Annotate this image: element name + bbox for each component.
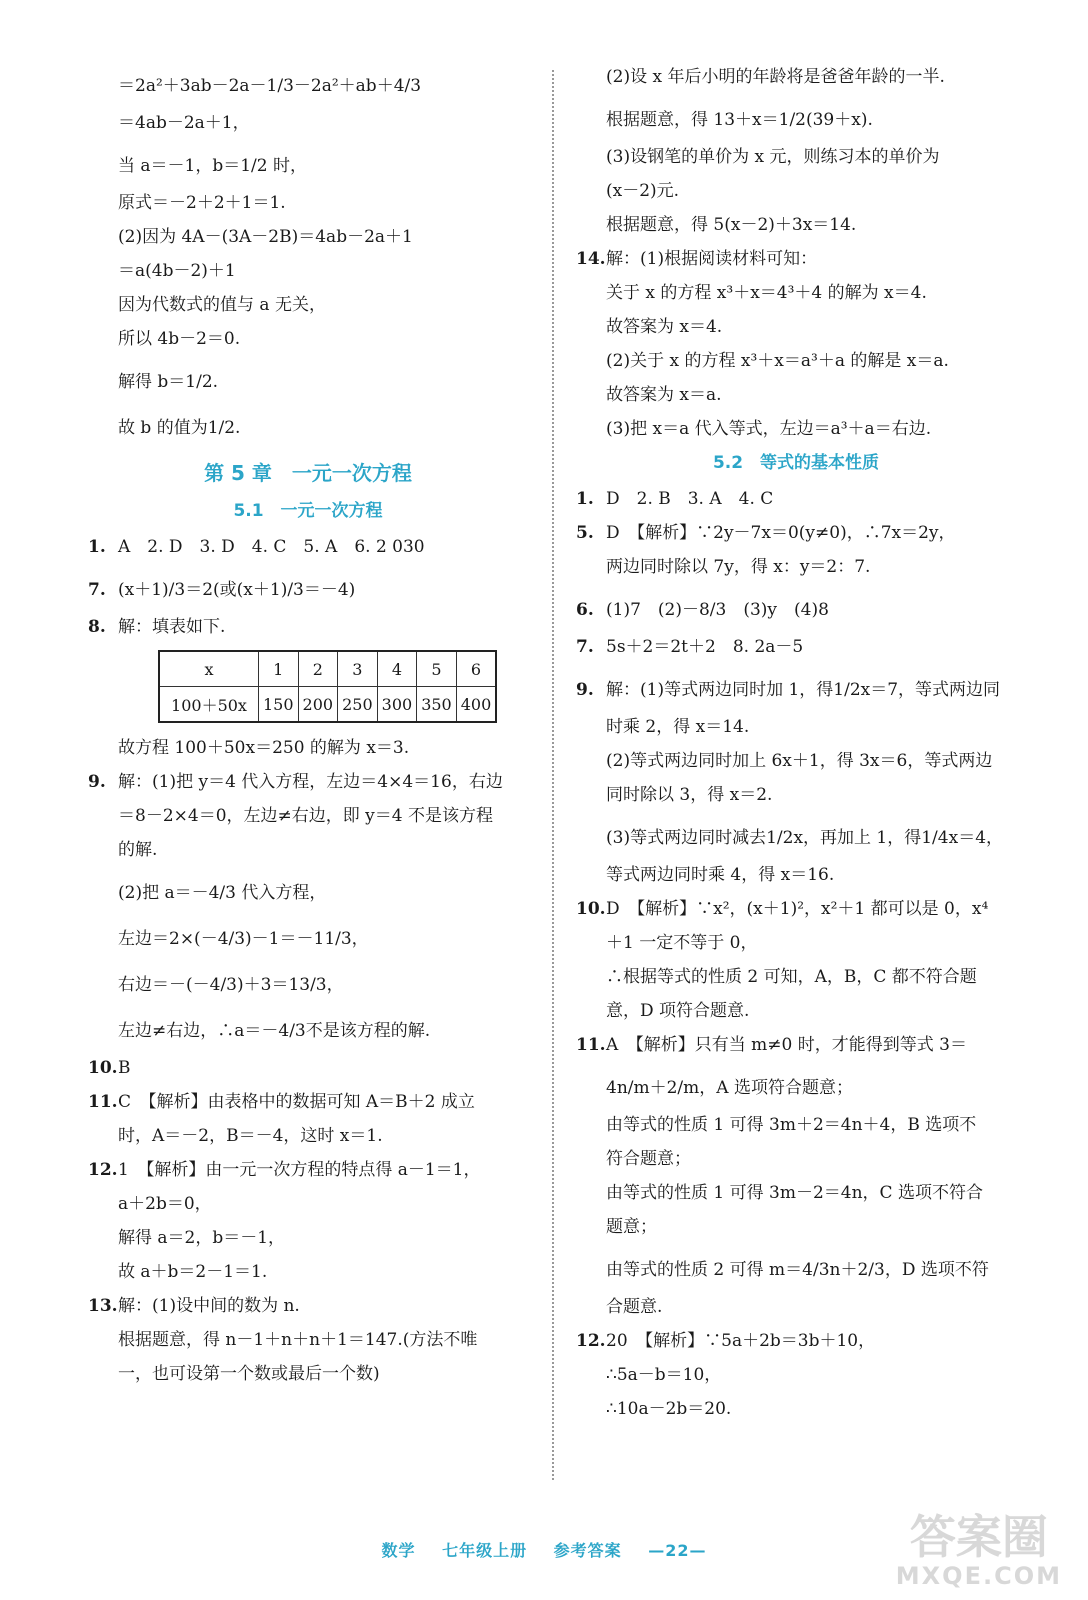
text-line xyxy=(88,839,528,861)
text-line xyxy=(88,1227,528,1249)
text-line xyxy=(88,226,528,248)
line-text: 4n/m＋2/m，A 选项符合题意； xyxy=(606,1078,853,1098)
line-text: 原式＝－2＋2＋1＝1. xyxy=(118,193,286,213)
text-line xyxy=(576,1034,1016,1056)
line-text: (2)因为 4A－(3A－2B)＝4ab－2a＋1 xyxy=(118,227,413,247)
text-line xyxy=(88,965,528,1005)
question-number: 11. xyxy=(88,1092,118,1112)
line-text: (2)设 x 年后小明的年龄将是爸爸年龄的一半. xyxy=(606,67,945,87)
line-text: (2)关于 x 的方程 x³＋x＝a³＋a 的解是 x＝a. xyxy=(606,351,949,371)
line-text: (3)把 x＝a 代入等式，左边＝a³＋a＝右边. xyxy=(606,419,932,439)
question-number: 6. xyxy=(576,600,594,620)
line-text: ＝4ab－2a＋1， xyxy=(118,113,250,133)
text-line xyxy=(88,146,528,186)
line-text: 故方程 100＋50x＝250 的解为 x＝3. xyxy=(118,738,410,758)
value-table xyxy=(158,650,497,723)
line-text: 1 【解析】由一元一次方程的特点得 a－1＝1， xyxy=(118,1160,481,1180)
line-text: ＝8－2×4＝0，左边≠右边，即 y＝4 不是该方程 xyxy=(118,806,493,826)
line-text: (x＋1)/3＝2(或(x＋1)/3＝－4) xyxy=(118,580,356,600)
question-number: 10. xyxy=(88,1058,118,1078)
watermark-logo xyxy=(896,1512,1062,1590)
text-line xyxy=(576,750,1016,772)
section-heading xyxy=(88,500,528,522)
line-text: 所以 4b－2＝0. xyxy=(118,329,241,349)
line-text: 解：(1)根据阅读材料可知： xyxy=(606,249,818,269)
table-cell: 1 xyxy=(259,651,299,687)
line-text: ∴根据等式的性质 2 可知，A，B，C 都不符合题 xyxy=(606,967,977,987)
line-text: 20 【解析】∵5a＋2b＝3b＋10， xyxy=(606,1331,876,1351)
question-number: 9. xyxy=(88,772,106,792)
line-text: 意，D 项符合题意. xyxy=(606,1001,750,1021)
table-cell: 5 xyxy=(417,651,457,687)
table-cell: 400 xyxy=(456,687,496,723)
text-line xyxy=(576,522,1016,544)
table-cell: x xyxy=(159,651,259,687)
table-cell: 3 xyxy=(338,651,378,687)
line-text: (3)等式两边同时减去1/2x，再加上 1，得1/4x＝4， xyxy=(606,828,1004,848)
text-line xyxy=(576,66,1016,88)
text-line xyxy=(576,590,1016,630)
table-row xyxy=(159,651,496,687)
line-text: 左边≠右边，∴a＝－4/3不是该方程的解. xyxy=(118,1021,431,1041)
text-line xyxy=(576,214,1016,236)
line-text: ∴10a－2b＝20. xyxy=(606,1399,732,1419)
text-line xyxy=(576,1296,1016,1318)
text-line xyxy=(88,873,528,913)
line-text: 5s＋2＝2t＋2 8. 2a－5 xyxy=(606,637,804,657)
table-cell: 250 xyxy=(338,687,378,723)
text-line xyxy=(576,716,1016,738)
text-line xyxy=(576,966,1016,988)
line-text: a＋2b＝0， xyxy=(118,1194,212,1214)
text-line xyxy=(88,192,528,214)
line-text: 由等式的性质 1 可得 3m－2＝4n，C 选项不符合 xyxy=(606,1183,983,1203)
line-text: 根据题意，得 5(x－2)＋3x＝14. xyxy=(606,215,857,235)
line-text: 时，A＝－2，B＝－4，这时 x＝1. xyxy=(118,1126,383,1146)
text-line xyxy=(88,737,528,759)
text-line xyxy=(88,1261,528,1283)
footer-grade: 七年级上册 xyxy=(442,1541,528,1560)
text-line xyxy=(88,1011,528,1051)
text-line xyxy=(576,350,1016,372)
text-line xyxy=(88,771,528,793)
text-line xyxy=(576,818,1016,858)
text-line xyxy=(576,1250,1016,1290)
watermark-line2: MXQE.COM xyxy=(895,1562,1062,1590)
text-line xyxy=(576,1000,1016,1022)
text-line xyxy=(576,316,1016,338)
line-text: 5.1 一元一次方程 xyxy=(233,501,383,521)
line-text: 根据题意，得 n－1＋n＋n＋1＝147.(方法不唯 xyxy=(118,1330,478,1350)
text-line xyxy=(576,864,1016,886)
line-text: 合题意. xyxy=(606,1297,663,1317)
text-line xyxy=(88,919,528,959)
text-line xyxy=(88,1295,528,1317)
section-heading xyxy=(88,462,528,484)
line-text: 根据题意，得 13＋x＝1/2(39＋x). xyxy=(606,110,873,130)
line-text: 故答案为 x＝a. xyxy=(606,385,722,405)
text-line xyxy=(576,1364,1016,1386)
text-line xyxy=(88,1125,528,1147)
line-text: 题意； xyxy=(606,1217,657,1237)
text-line xyxy=(88,66,528,106)
line-text: ∴5a－b＝10， xyxy=(606,1365,722,1385)
line-text: 解得 b＝1/2. xyxy=(118,372,219,392)
text-line xyxy=(88,1159,528,1181)
text-line xyxy=(88,112,528,134)
text-line xyxy=(88,1091,528,1113)
table-cell: 6 xyxy=(456,651,496,687)
section-heading xyxy=(576,452,1016,474)
line-text: (1)7 (2)－8/3 (3)y (4)8 xyxy=(606,600,829,620)
text-line xyxy=(576,146,1016,168)
text-line xyxy=(576,898,1016,920)
text-line xyxy=(576,282,1016,304)
line-text: B xyxy=(118,1058,131,1078)
text-line xyxy=(576,1216,1016,1238)
line-text: 一，也可设第一个数或最后一个数) xyxy=(118,1364,380,1384)
line-text: (2)把 a＝－4/3 代入方程， xyxy=(118,883,327,903)
question-number: 12. xyxy=(576,1331,606,1351)
line-text: 两边同时除以 7y，得 x：y＝2：7. xyxy=(606,557,871,577)
line-text: 5.2 等式的基本性质 xyxy=(712,453,880,473)
text-line xyxy=(88,536,528,558)
line-text: ＝2a²＋3ab－2a－1/3－2a²＋ab＋4/3 xyxy=(118,76,422,96)
text-line xyxy=(88,362,528,402)
watermark-line1: 答案圈 xyxy=(909,1510,1048,1564)
line-text: ＋1 一定不等于 0， xyxy=(606,933,758,953)
table-cell: 300 xyxy=(377,687,417,723)
line-text: 故答案为 x＝4. xyxy=(606,317,723,337)
line-text: (3)设钢笔的单价为 x 元，则练习本的单价为 xyxy=(606,147,940,167)
text-line xyxy=(576,1398,1016,1420)
question-number: 1. xyxy=(576,489,594,509)
table-cell: 150 xyxy=(259,687,299,723)
line-text: 同时除以 3，得 x＝2. xyxy=(606,785,773,805)
question-number: 14. xyxy=(576,249,606,269)
text-line xyxy=(88,328,528,350)
line-text: 时乘 2，得 x＝14. xyxy=(606,717,750,737)
line-text: 当 a＝－1，b＝1/2 时， xyxy=(118,156,308,176)
table-row xyxy=(159,687,496,723)
text-line xyxy=(576,1182,1016,1204)
line-text: ＝a(4b－2)＋1 xyxy=(118,261,236,281)
line-text: 左边＝2×(－4/3)－1＝－11/3， xyxy=(118,929,369,949)
text-line xyxy=(576,1068,1016,1108)
text-line xyxy=(576,1330,1016,1352)
line-text: 故 a＋b＝2－1＝1. xyxy=(118,1262,268,1282)
text-line xyxy=(576,488,1016,510)
line-text: A 2. D 3. D 4. C 5. A 6. 2 030 xyxy=(118,537,425,557)
question-number: 5. xyxy=(576,523,594,543)
line-text: 解：(1)把 y＝4 代入方程，左边＝4×4＝16，右边 xyxy=(118,772,503,792)
line-text: 解得 a＝2，b＝－1， xyxy=(118,1228,286,1248)
line-text: C 【解析】由表格中的数据可知 A＝B＋2 成立 xyxy=(118,1092,475,1112)
table-cell: 350 xyxy=(417,687,457,723)
text-line xyxy=(576,670,1016,710)
line-text: 由等式的性质 2 可得 m＝4/3n＋2/3，D 选项不符 xyxy=(606,1260,989,1280)
line-text: (x－2)元. xyxy=(606,181,680,201)
line-text: 第 5 章 一元一次方程 xyxy=(204,461,412,485)
text-line xyxy=(576,100,1016,140)
text-line xyxy=(576,636,1016,658)
table-cell: 4 xyxy=(377,651,417,687)
left-column xyxy=(88,66,528,1397)
line-text: 符合题意； xyxy=(606,1149,691,1169)
line-text: 解：填表如下. xyxy=(118,617,226,637)
text-line xyxy=(576,248,1016,270)
line-text: (2)等式两边同时加上 6x＋1，得 3x＝6，等式两边 xyxy=(606,751,993,771)
text-line xyxy=(576,418,1016,440)
text-line xyxy=(88,805,528,827)
footer-section: 参考答案 xyxy=(553,1541,622,1560)
question-number: 11. xyxy=(576,1035,606,1055)
text-line xyxy=(576,180,1016,202)
question-number: 13. xyxy=(88,1296,118,1316)
text-line xyxy=(88,1329,528,1351)
text-line xyxy=(88,1193,528,1215)
text-line xyxy=(576,556,1016,578)
line-text: 关于 x 的方程 x³＋x＝4³＋4 的解为 x＝4. xyxy=(606,283,927,303)
text-line xyxy=(88,408,528,448)
question-number: 1. xyxy=(88,537,106,557)
footer-subject: 数学 xyxy=(381,1541,416,1560)
question-number: 7. xyxy=(576,637,594,657)
text-line xyxy=(576,1148,1016,1170)
text-line xyxy=(576,784,1016,806)
line-text: D 【解析】∵2y－7x＝0(y≠0)，∴7x＝2y， xyxy=(606,523,956,543)
text-line xyxy=(88,294,528,316)
line-text: 故 b 的值为1/2. xyxy=(118,418,241,438)
table-cell: 2 xyxy=(298,651,338,687)
text-line xyxy=(576,384,1016,406)
question-number: 7. xyxy=(88,580,106,600)
text-line xyxy=(88,260,528,282)
line-text: A 【解析】只有当 m≠0 时，才能得到等式 3＝ xyxy=(606,1035,967,1055)
line-text: 的解. xyxy=(118,840,158,860)
line-text: D 【解析】∵x²，(x＋1)²，x²＋1 都可以是 0，x⁴ xyxy=(606,899,989,919)
line-text: 等式两边同时乘 4，得 x＝16. xyxy=(606,865,835,885)
text-line xyxy=(576,932,1016,954)
text-line xyxy=(88,570,528,610)
line-text: D 2. B 3. A 4. C xyxy=(606,489,774,509)
line-text: 由等式的性质 1 可得 3m＋2＝4n＋4，B 选项不 xyxy=(606,1115,977,1135)
right-column xyxy=(576,66,1016,1432)
question-number: 12. xyxy=(88,1160,118,1180)
question-number: 10. xyxy=(576,899,606,919)
column-divider xyxy=(552,70,554,1480)
page-number: —22— xyxy=(648,1541,707,1560)
line-text: 因为代数式的值与 a 无关， xyxy=(118,295,326,315)
line-text: 解：(1)设中间的数为 n. xyxy=(118,1296,300,1316)
text-line xyxy=(88,1057,528,1079)
text-line xyxy=(88,1363,528,1385)
text-line xyxy=(88,616,528,638)
question-number: 8. xyxy=(88,617,106,637)
question-number: 9. xyxy=(576,680,594,700)
line-text: 解：(1)等式两边同时加 1，得1/2x＝7，等式两边同 xyxy=(606,680,1001,700)
table-cell: 200 xyxy=(298,687,338,723)
table-cell: 100＋50x xyxy=(159,687,259,723)
line-text: 右边＝－(－4/3)＋3＝13/3， xyxy=(118,975,344,995)
text-line xyxy=(576,1114,1016,1136)
